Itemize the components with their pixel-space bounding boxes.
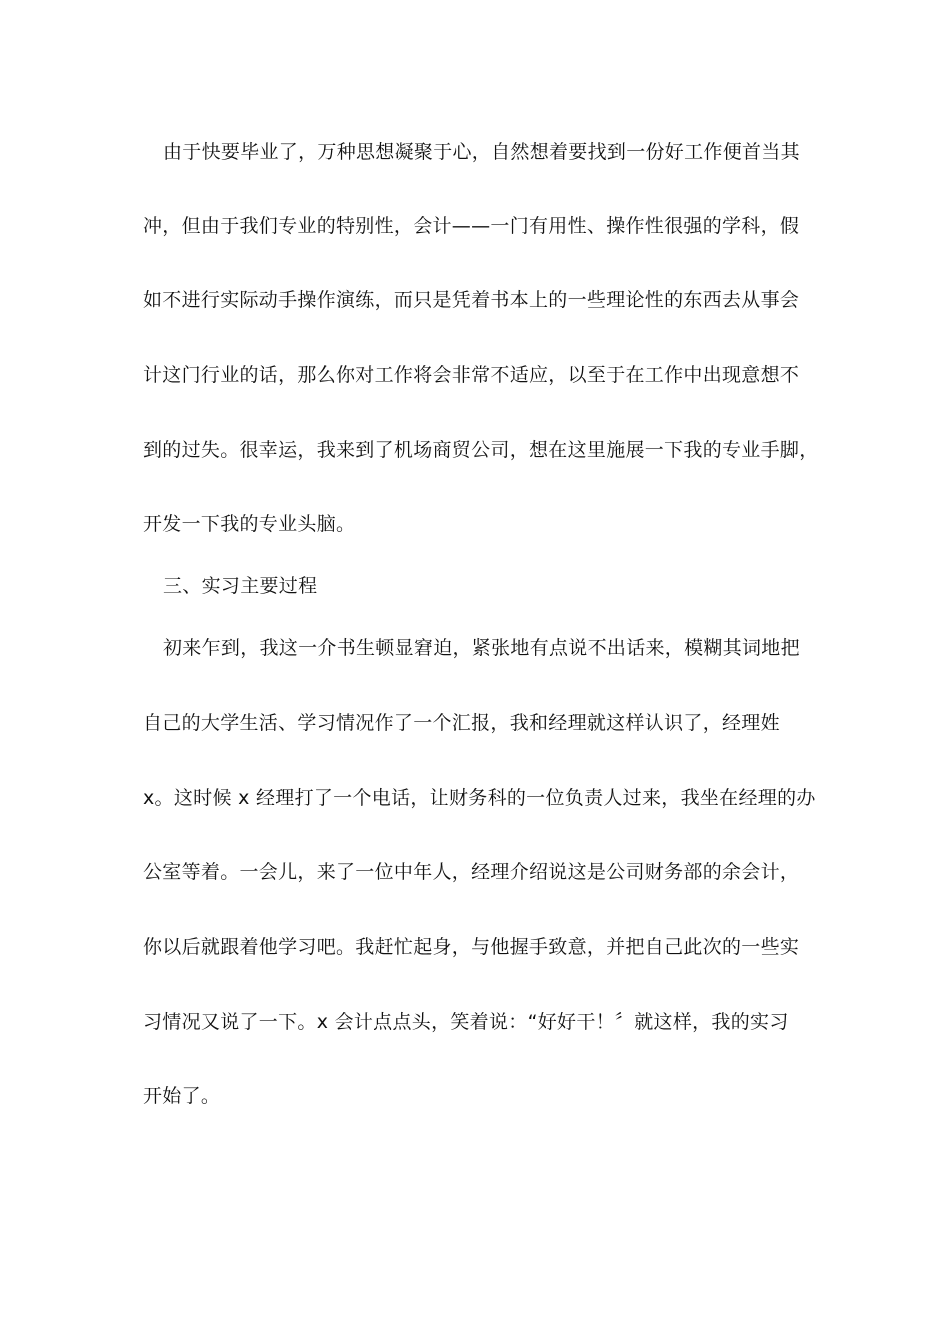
paragraph-2-line-5: 你以后就跟着他学习吧。我赶忙起身，与他握手致意，并把自己此次的一些实 (143, 936, 800, 958)
paragraph-1-line-5: 到的过失。很幸运，我来到了机场商贸公司，想在这里施展一下我的专业手脚， (143, 439, 819, 461)
paragraph-1-line-2: 冲，但由于我们专业的特别性，会计——一门有用性、操作性很强的学科，假 (143, 215, 800, 237)
section-heading: 三、实习主要过程 (163, 575, 318, 597)
paragraph-1-line-3: 如不进行实际动手操作演练，而只是凭着书本上的一些理论性的东西去从事会 (143, 289, 800, 311)
paragraph-1-line-6: 开发一下我的专业头脑。 (143, 513, 356, 535)
paragraph-2-line-2: 自己的大学生活、学习情况作了一个汇报，我和经理就这样认识了，经理姓 (143, 712, 780, 734)
paragraph-2-line-7: 开始了。 (143, 1085, 221, 1107)
paragraph-2-line-3: x。这时候 x 经理打了一个电话，让财务科的一位负责人过来，我坐在经理的办 (143, 787, 816, 809)
paragraph-2-line-6: 习情况又说了一下。x 会计点点头，笑着说：“好好干！〞就这样，我的实习 (143, 1011, 789, 1033)
paragraph-1-line-1: 由于快要毕业了，万种思想凝聚于心，自然想着要找到一份好工作便首当其 (163, 141, 800, 163)
paragraph-1-line-4: 计这门行业的话，那么你对工作将会非常不适应，以至于在工作中出现意想不 (143, 364, 800, 386)
paragraph-2-line-4: 公室等着。一会儿，来了一位中年人，经理介绍说这是公司财务部的余会计， (143, 861, 800, 883)
paragraph-2-line-1: 初来乍到，我这一介书生顿显窘迫，紧张地有点说不出话来，模糊其词地把 (163, 637, 800, 659)
